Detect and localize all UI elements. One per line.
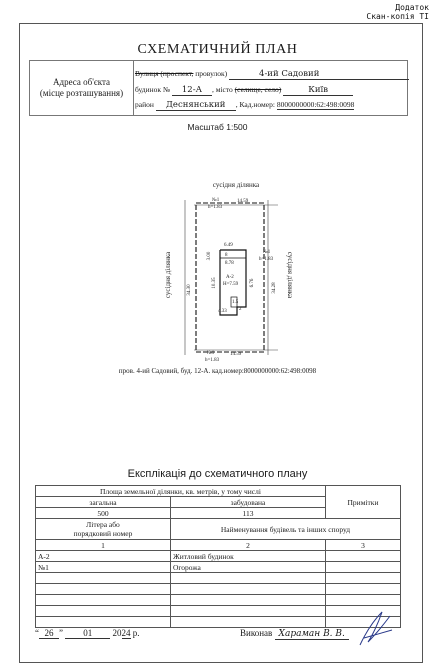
top-plot-no: №1 <box>212 198 220 203</box>
built-label: забудована <box>171 497 326 508</box>
table-row <box>36 573 401 584</box>
city-label: , місто <box>211 85 233 94</box>
street-value: 4-ий Садовий <box>229 69 409 80</box>
col-number-2: 2 <box>171 540 326 551</box>
notes-header: Примітки <box>326 486 401 519</box>
right-plot-h: h=1.83 <box>259 257 274 262</box>
executor-block <box>240 628 349 639</box>
table-row <box>36 519 401 540</box>
city-value: Київ <box>283 85 353 96</box>
building-section-8: 8 <box>225 253 228 258</box>
letter-header <box>36 519 171 540</box>
cadastral-label: , Кад.номер: <box>235 100 275 109</box>
table-row <box>36 562 401 573</box>
top-plot-dim: 14.59 <box>237 199 249 204</box>
building-section-878: 8.78 <box>225 261 234 266</box>
table-row <box>36 551 401 562</box>
building-label: будинок № <box>135 85 171 94</box>
date-year-unit: р. <box>132 628 140 638</box>
total-value: 500 <box>36 508 171 519</box>
explication-title: Експлікація до схематичного плану <box>127 468 308 480</box>
table-row <box>36 584 401 595</box>
explication-table <box>35 485 401 628</box>
street-prefix: провулок) <box>195 69 228 78</box>
bottom-plot-no: №1 <box>207 351 215 356</box>
building-value: 12-А <box>172 85 212 96</box>
name-header: Найменування будівель та інших споруд <box>171 519 401 540</box>
executor-label: Виконав <box>240 628 273 638</box>
total-label: загальна <box>36 497 171 508</box>
letter-header-1: Літера або <box>86 520 120 529</box>
top-neighbor-label: сусідня ділянка <box>212 181 260 189</box>
building-side-dim: 3.00 <box>207 251 212 261</box>
table-row <box>36 617 401 628</box>
right-plot-no: №1 <box>263 250 271 255</box>
district-value: Деснянський <box>156 100 236 111</box>
address-label-line2: (місце розташування) <box>39 88 124 98</box>
date-block: “ 26 ” 01 2024 р. <box>35 628 140 638</box>
bottom-plot-h: h=1.83 <box>205 358 220 363</box>
header-line-1: Додаток <box>395 3 429 12</box>
row-notes <box>326 551 401 562</box>
porch-dim-1: 1.5 <box>232 300 239 305</box>
row-letter: №1 <box>36 562 171 573</box>
row-letter: А-2 <box>36 551 171 562</box>
building-right-dim: 6.76 <box>250 278 255 288</box>
table-row <box>36 595 401 606</box>
building-top-dim: 6.49 <box>224 243 233 248</box>
row-name: Житловий будинок <box>171 551 326 562</box>
table-row <box>36 486 401 497</box>
building-height: H=7.59 <box>223 282 239 287</box>
letter-header-2: порядковий номер <box>73 529 133 538</box>
scale-label: Масштаб 1:500 <box>187 122 248 132</box>
right-plot-dim: 34.28 <box>272 282 277 294</box>
date-year-prefix: 20 <box>112 628 122 638</box>
left-neighbor-label: сусідня ділянка <box>164 251 172 299</box>
row-notes <box>326 562 401 573</box>
row-name: Огорожа <box>171 562 326 573</box>
col-number-1: 1 <box>36 540 171 551</box>
building-bottom-dim: 4.33 <box>218 309 227 314</box>
date-day: 26 <box>39 628 59 639</box>
built-value: 113 <box>171 508 326 519</box>
building-left-dim: 10.35 <box>212 277 217 289</box>
porch-dim-2: 2 <box>239 307 242 312</box>
date-month: 01 <box>65 628 110 639</box>
cadastral-value: 8000000000:62:498:0098 <box>276 100 355 109</box>
right-neighbor-label: сусідня ділянка <box>286 251 294 299</box>
area-header: Площа земельної ділянки, кв. метрів, у тому числі <box>36 486 326 497</box>
building-name: А-2 <box>226 275 234 280</box>
executor-name: Хараман В. В. <box>275 629 349 640</box>
bottom-plot-dim: 14.59 <box>230 352 242 357</box>
table-row <box>36 540 401 551</box>
plan-caption: пров. 4-ий Садовий, буд. 12-А. кад.номер:8000000000:62:498:0098 <box>118 367 317 375</box>
col-number-3: 3 <box>326 540 401 551</box>
date-year-suffix: 24 <box>121 628 131 638</box>
district-label: район <box>135 100 154 109</box>
top-plot-h: h=1.83 <box>208 205 223 210</box>
left-plot-dim: 34.30 <box>187 284 192 296</box>
city-struck: (селище, село) <box>234 85 282 94</box>
header-line-2: Скан-копія ТІ <box>366 12 429 21</box>
table-row <box>36 606 401 617</box>
page-title: СХЕМАТИЧНИЙ ПЛАН <box>137 42 298 57</box>
address-label-line1: Адреса об'єкта <box>52 77 110 87</box>
street-prefix-struck: Вулиця (проспект, <box>135 69 194 78</box>
